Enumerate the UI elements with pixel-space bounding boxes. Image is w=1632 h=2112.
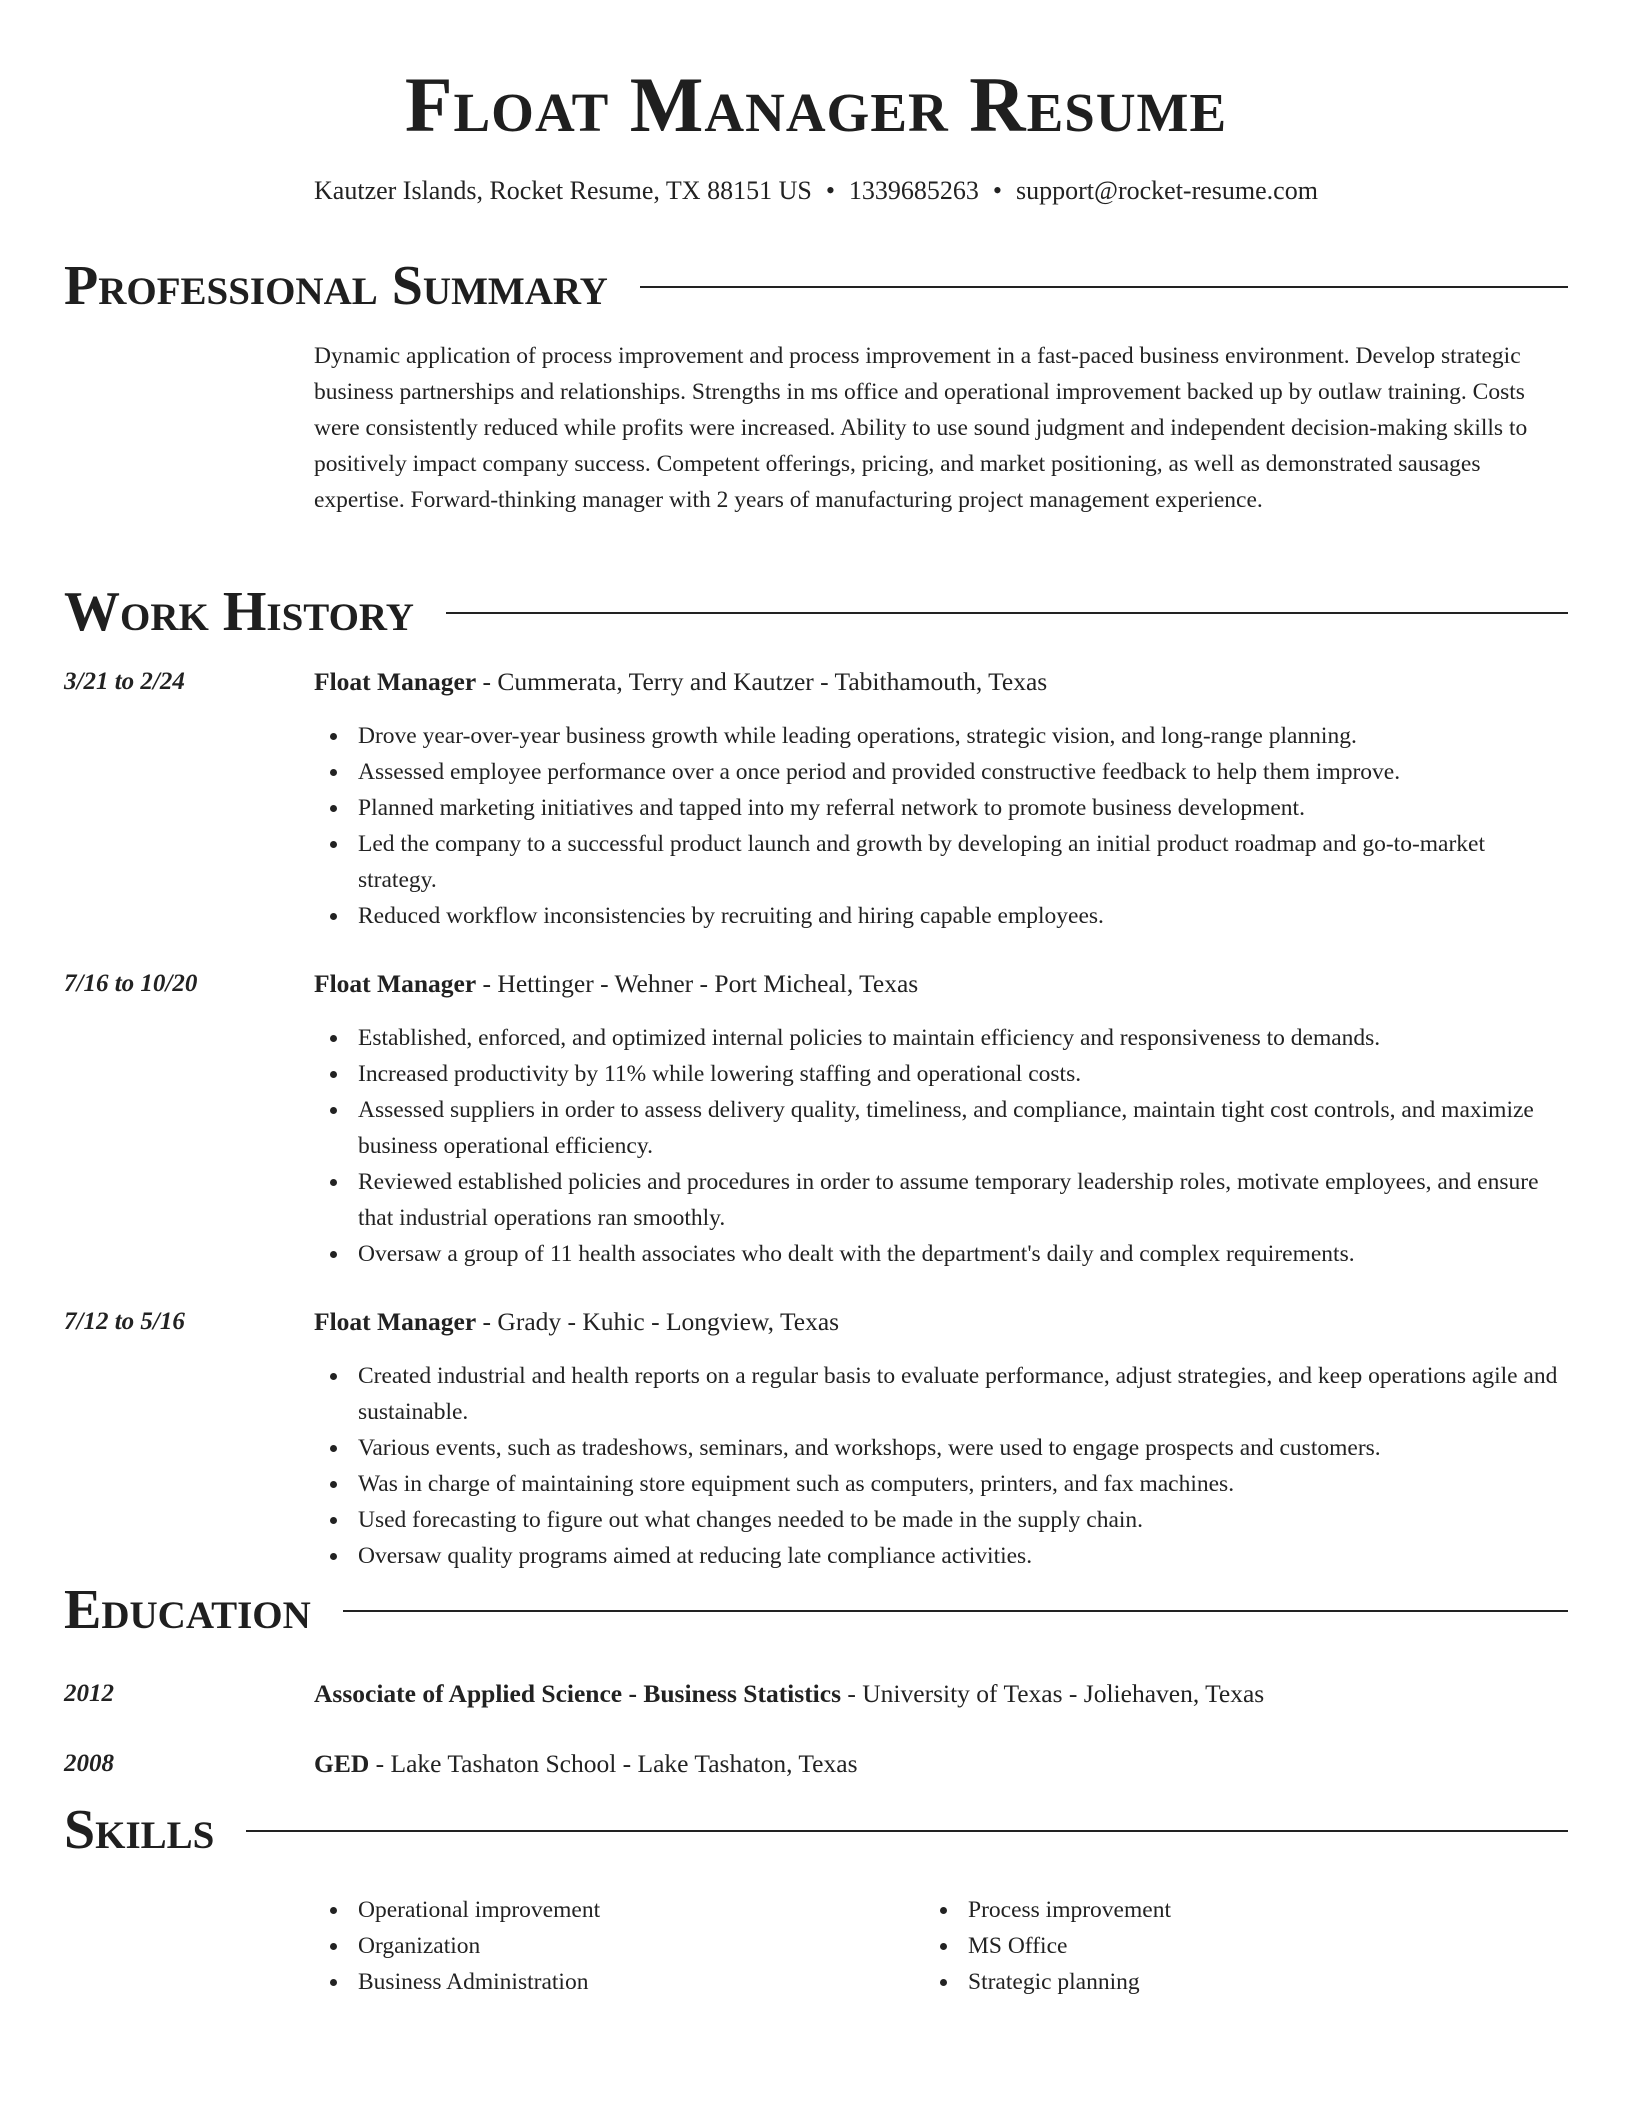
list-item: MS Office: [968, 1928, 1528, 1964]
contact-separator: •: [992, 176, 1003, 205]
job-dates: 3/21 to 2/24: [64, 668, 185, 695]
education-school-location: - University of Texas - Joliehaven, Texas: [841, 1679, 1265, 1708]
education-year: 2008: [64, 1750, 114, 1777]
section-divider: [246, 1830, 1568, 1832]
education-degree: GED: [314, 1749, 370, 1778]
job-heading: [314, 966, 1564, 1002]
list-item: Operational improvement: [358, 1892, 918, 1928]
list-item: Oversaw a group of 11 health associates who dealt with the department's daily and complex requirements.: [358, 1236, 1568, 1272]
education-degree: Associate of Applied Science - Business Statistics: [314, 1679, 842, 1708]
job-company-location: - Cummerata, Terry and Kautzer - Tabithamouth, Texas: [476, 667, 1048, 696]
list-item: Used forecasting to figure out what changes needed to be made in the supply chain.: [358, 1502, 1568, 1538]
list-item: Oversaw quality programs aimed at reducing late compliance activities.: [358, 1538, 1568, 1574]
work-section-title: Work History: [64, 581, 414, 643]
list-item: Led the company to a successful product launch and growth by developing an initial product roadmap and go-to-market strategy.: [358, 826, 1568, 898]
list-item: Drove year-over-year business growth while leading operations, strategic vision, and long-range planning.: [358, 718, 1568, 754]
list-item: Assessed suppliers in order to assess delivery quality, timeliness, and compliance, maintain tight cost controls, and maximize business operational efficiency.: [358, 1092, 1568, 1164]
education-heading: [314, 1746, 1564, 1782]
section-divider: [343, 1610, 1568, 1612]
contact-phone: 1339685263: [848, 176, 979, 205]
job-role: Float Manager: [314, 667, 477, 696]
list-item: Reviewed established policies and procedures in order to assume temporary leadership roles, motivate employees, and ensure that industrial operations ran smoothly.: [358, 1164, 1568, 1236]
job-company-location: - Grady - Kuhic - Longview, Texas: [476, 1307, 840, 1336]
section-divider: [640, 286, 1568, 288]
contact-separator: •: [825, 176, 835, 205]
job-role: Float Manager: [314, 969, 477, 998]
list-item: Organization: [358, 1928, 918, 1964]
job-company-location: - Hettinger - Wehner - Port Micheal, Texas: [476, 969, 919, 998]
list-item: Assessed employee performance over a once period and provided constructive feedback to help them improve.: [358, 754, 1568, 790]
job-dates: 7/12 to 5/16: [64, 1308, 185, 1335]
contact-line: [0, 174, 1632, 208]
section-divider: [446, 612, 1568, 614]
list-item: Was in charge of maintaining store equipment such as computers, printers, and fax machines.: [358, 1466, 1568, 1502]
list-item: Increased productivity by 11% while lowering staffing and operational costs.: [358, 1056, 1568, 1092]
work-section-header: [64, 580, 1568, 644]
skills-list-left: [358, 1892, 918, 2000]
skills-section-header: [64, 1798, 1568, 1862]
summary-text: Dynamic application of process improvement and process improvement in a fast-paced business environment. Develop strategic business partnerships and relationships. Strengths in ms office and operational improvement backed up by outlaw training. Costs were consistently reduced while profits were increased. Ability to use sound judgment and independent decision-making skills to positively impact company success. Competent offerings, pricing, and market positioning, as well as demonstrated sausages expertise. Forward-thinking manager with 2 years of manufacturing project management experience.: [314, 343, 1528, 513]
list-item: Business Administration: [358, 1964, 918, 2000]
job-role: Float Manager: [314, 1307, 477, 1336]
education-school-location: - Lake Tashaton School - Lake Tashaton, Texas: [369, 1749, 858, 1778]
list-item: Reduced workflow inconsistencies by recruiting and hiring capable employees.: [358, 898, 1568, 934]
job-bullet-list: [358, 718, 1568, 934]
job-bullet-list: [358, 1358, 1568, 1574]
list-item: Various events, such as tradeshows, seminars, and workshops, were used to engage prospects and customers.: [358, 1430, 1568, 1466]
education-year: 2012: [64, 1680, 114, 1707]
job-bullet-list: [358, 1020, 1568, 1272]
list-item: Planned marketing initiatives and tapped into my referral network to promote business development.: [358, 790, 1568, 826]
list-item: Process improvement: [968, 1892, 1528, 1928]
education-section-title: Education: [64, 1579, 311, 1641]
education-section-header: [64, 1578, 1568, 1642]
job-dates: 7/16 to 10/20: [64, 970, 198, 997]
list-item: Strategic planning: [968, 1964, 1528, 2000]
skills-section-title: Skills: [64, 1799, 215, 1861]
job-heading: [314, 1304, 1564, 1340]
skills-list-right: [968, 1892, 1528, 2000]
list-item: Established, enforced, and optimized internal policies to maintain efficiency and responsiveness to demands.: [358, 1020, 1568, 1056]
resume-name: Float Manager Resume: [404, 61, 1228, 148]
job-heading: [314, 664, 1564, 700]
contact-email: support@rocket-resume.com: [1016, 176, 1318, 205]
list-item: Created industrial and health reports on a regular basis to evaluate performance, adjust strategies, and keep operations agile and sustainable.: [358, 1358, 1568, 1430]
summary-section-title: Professional Summary: [64, 255, 608, 317]
contact-address: Kautzer Islands, Rocket Resume, TX 88151 US: [314, 176, 812, 205]
education-heading: [314, 1676, 1564, 1712]
summary-section-header: [64, 254, 1568, 318]
